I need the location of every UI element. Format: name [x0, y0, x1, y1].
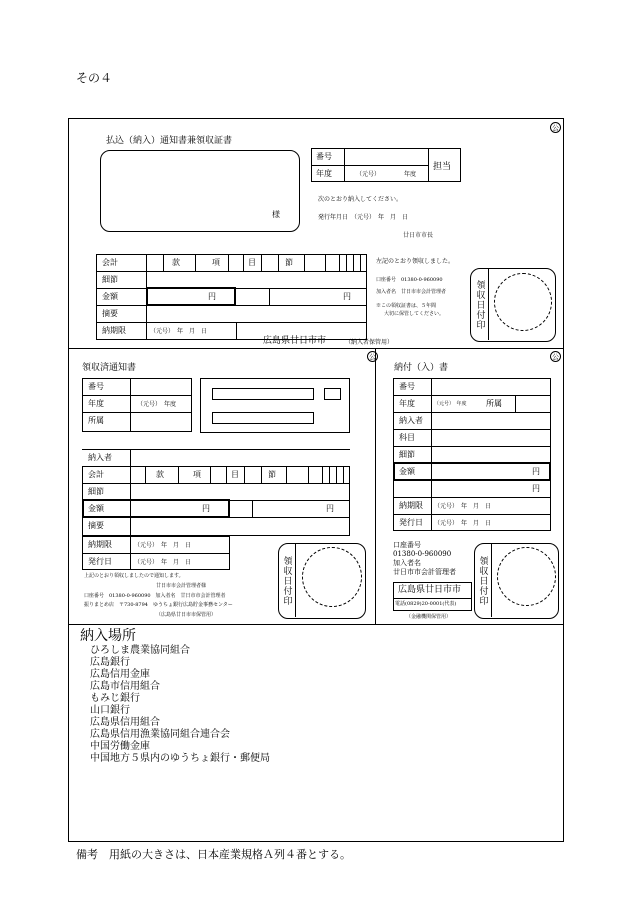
amount-box	[146, 287, 236, 306]
public-mark-icon: 公	[552, 353, 559, 361]
list-item: 広島県信用組合	[90, 717, 160, 728]
list-item: もみじ銀行	[90, 693, 140, 704]
list-item: 広島市信用組合	[90, 681, 160, 692]
page-label: その４	[76, 71, 113, 85]
upper-title: 払込（納入）通知書兼領収証書	[106, 136, 233, 146]
public-mark-icon: 公	[552, 124, 559, 132]
footnote: 備考 用紙の大きさは、日本産業規格Ａ列４番とする。	[76, 848, 351, 861]
list-item: 中国地方５県内のゆうちょ銀行・郵便局	[90, 753, 270, 764]
address-box	[100, 150, 300, 232]
list-item: 山口銀行	[90, 705, 130, 716]
list-item: 広島県信用漁業協同組合連合会	[90, 729, 230, 740]
list-item: ひろしま農業協同組合	[90, 645, 190, 656]
date-stamp-icon	[302, 547, 362, 607]
slip-title: 納付（入）書	[394, 363, 449, 373]
list-item: 広島信用金庫	[90, 669, 150, 680]
date-stamp-icon	[497, 547, 556, 606]
slip-amount-box	[393, 462, 551, 481]
public-mark-icon: 公	[369, 353, 376, 361]
list-item: 中国労働金庫	[90, 741, 150, 752]
payment-places-title: 納入場所	[80, 628, 136, 644]
date-stamp-icon	[494, 273, 552, 331]
list-item: 広島銀行	[90, 657, 130, 668]
notice-title: 領収済通知書	[82, 363, 137, 373]
